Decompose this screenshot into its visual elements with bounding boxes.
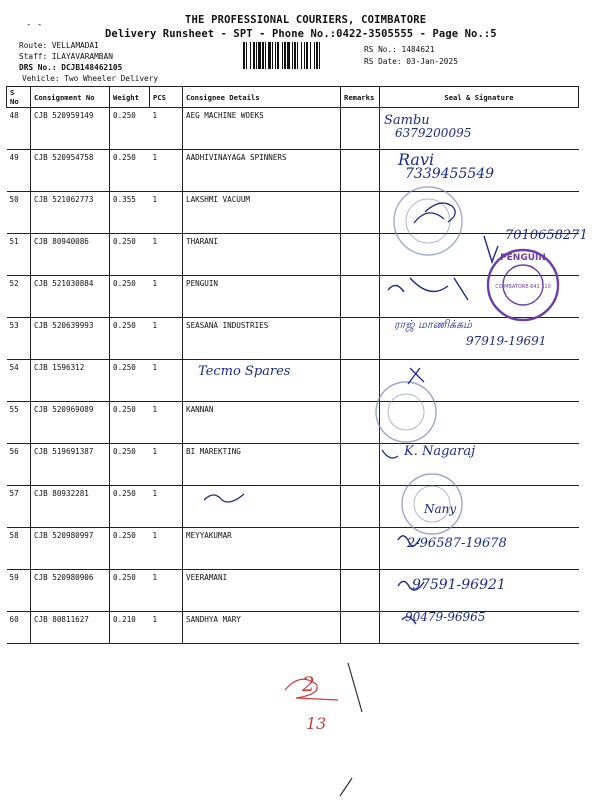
col-header-consignee: Consignee Details (183, 87, 341, 108)
drs-number: DCJB148462105 (61, 63, 123, 72)
row-sno: 56 (7, 444, 31, 486)
row-pcs: 1 (150, 612, 183, 644)
row-pcs: 1 (150, 276, 183, 318)
row-pcs: 1 (150, 318, 183, 360)
row-consignment-no: CJB 520969089 (31, 402, 110, 444)
handwritten-consignee-54: Tecmo Spares (198, 364, 291, 379)
row-sno: 58 (7, 528, 31, 570)
row-consignee: THARANI (183, 234, 341, 276)
row-sno: 59 (7, 570, 31, 612)
row-sno: 52 (7, 276, 31, 318)
row-pcs: 1 (150, 486, 183, 528)
col-header-remarks: Remarks (341, 87, 380, 108)
row-consignment-no: CJB 521030884 (31, 276, 110, 318)
row-pcs: 1 (150, 234, 183, 276)
row-consignee: LAKSHMI VACUUM (183, 192, 341, 234)
row-pcs: 1 (150, 360, 183, 402)
row-consignee: AADHIVINAYAGA SPINNERS (183, 150, 341, 192)
row-weight: 0.250 (110, 318, 150, 360)
row-weight: 0.250 (110, 402, 150, 444)
col-header-weight: Weight (110, 87, 150, 108)
signature-58-phone: 2-96587-19678 (407, 536, 507, 551)
row-consignment-no: CJB 519691387 (31, 444, 110, 486)
col-header-seal: Seal & Signature (380, 87, 579, 108)
row-consignment-no: CJB 520639993 (31, 318, 110, 360)
row-sno: 51 (7, 234, 31, 276)
red-pen-number-2: 2 (302, 672, 315, 696)
row-consignee: KANNAN (183, 402, 341, 444)
penguin-stamp-text: PENGUIN (500, 253, 546, 263)
signature-49-phone: 7339455549 (405, 166, 495, 182)
row-weight: 0.250 (110, 444, 150, 486)
row-consignment-no: CJB 1596312 (31, 360, 110, 402)
row-pcs: 1 (150, 444, 183, 486)
row-weight: 0.250 (110, 234, 150, 276)
row-consignment-no: CJB 80940086 (31, 234, 110, 276)
signature-48-name: Sambu (384, 113, 430, 128)
row-weight: 0.250 (110, 570, 150, 612)
route-label: Route: VELLAMADAI (19, 41, 99, 50)
row-sno: 54 (7, 360, 31, 402)
row-weight: 0.250 (110, 108, 150, 150)
signature-53-phone: 97919-19691 (466, 334, 547, 348)
row-sno: 60 (7, 612, 31, 644)
signature-56: K. Nagaraj (404, 444, 476, 459)
row-consignment-no: CJB 520954758 (31, 150, 110, 192)
row-consignee: VEERAMANI (183, 570, 341, 612)
col-header-consignment: Consignment No (31, 87, 110, 108)
signature-59-phone: 97591-96921 (412, 577, 506, 593)
dash-mark: - - (26, 20, 43, 30)
row-pcs: 1 (150, 570, 183, 612)
row-pcs: 1 (150, 192, 183, 234)
row-pcs: 1 (150, 402, 183, 444)
signature-53-name: ராஜ் மாணிக்கம் (394, 318, 472, 331)
row-consignee: PENGUIN (183, 276, 341, 318)
row-consignee: AEG MACHINE WOEKS (183, 108, 341, 150)
row-weight: 0.250 (110, 486, 150, 528)
row-pcs: 1 (150, 528, 183, 570)
document-subtitle: Delivery Runsheet - SPT - Phone No.:0422-3505555 - Page No.:5 (105, 28, 497, 40)
row-weight: 0.250 (110, 360, 150, 402)
row-consignment-no: CJB 520980906 (31, 570, 110, 612)
row-weight: 0.355 (110, 192, 150, 234)
red-pen-number-13: 13 (306, 714, 327, 733)
signature-49-name: Ravi (398, 150, 435, 169)
row-sno: 48 (7, 108, 31, 150)
signature-51-phone: 7010658271 (505, 228, 588, 243)
vehicle-label: Vehicle: Two Wheeler Delivery (22, 74, 159, 83)
staff-label: Staff: ILAYAVARAMBAN (19, 52, 113, 61)
row-pcs: 1 (150, 150, 183, 192)
rs-date: RS Date: 03-Jan-2025 (364, 57, 458, 66)
row-consignment-no: CJB 80811627 (31, 612, 110, 644)
row-weight: 0.210 (110, 612, 150, 644)
row-consignee: SEASANA INDUSTRIES (183, 318, 341, 360)
row-consignee: SANDHYA MARY (183, 612, 341, 644)
row-consignee: BI MAREKTING (183, 444, 341, 486)
signature-58-name: Nany (424, 502, 457, 516)
row-sno: 57 (7, 486, 31, 528)
row-pcs: 1 (150, 108, 183, 150)
signature-60-phone: 90479-96965 (405, 610, 486, 624)
rs-number: RS No.: 1484621 (364, 45, 435, 54)
row-weight: 0.250 (110, 150, 150, 192)
drs-label-text: DRS No.: (19, 63, 57, 72)
row-consignment-no: CJB 521062773 (31, 192, 110, 234)
signature-48-phone: 6379200095 (395, 126, 472, 140)
row-sno: 53 (7, 318, 31, 360)
row-weight: 0.250 (110, 528, 150, 570)
col-header-pcs: PCS (150, 87, 183, 108)
penguin-stamp-inner: COIMBATORE 641 110 (495, 284, 551, 290)
row-consignee: MEYYAKUMAR (183, 528, 341, 570)
row-consignment-no: CJB 520959149 (31, 108, 110, 150)
row-sno: 50 (7, 192, 31, 234)
row-sno: 49 (7, 150, 31, 192)
document-title: THE PROFESSIONAL COURIERS, COIMBATORE (185, 14, 427, 26)
row-consignment-no: CJB 80932281 (31, 486, 110, 528)
col-header-sno: S No (7, 87, 31, 108)
row-consignment-no: CJB 520980997 (31, 528, 110, 570)
row-sno: 55 (7, 402, 31, 444)
row-weight: 0.250 (110, 276, 150, 318)
